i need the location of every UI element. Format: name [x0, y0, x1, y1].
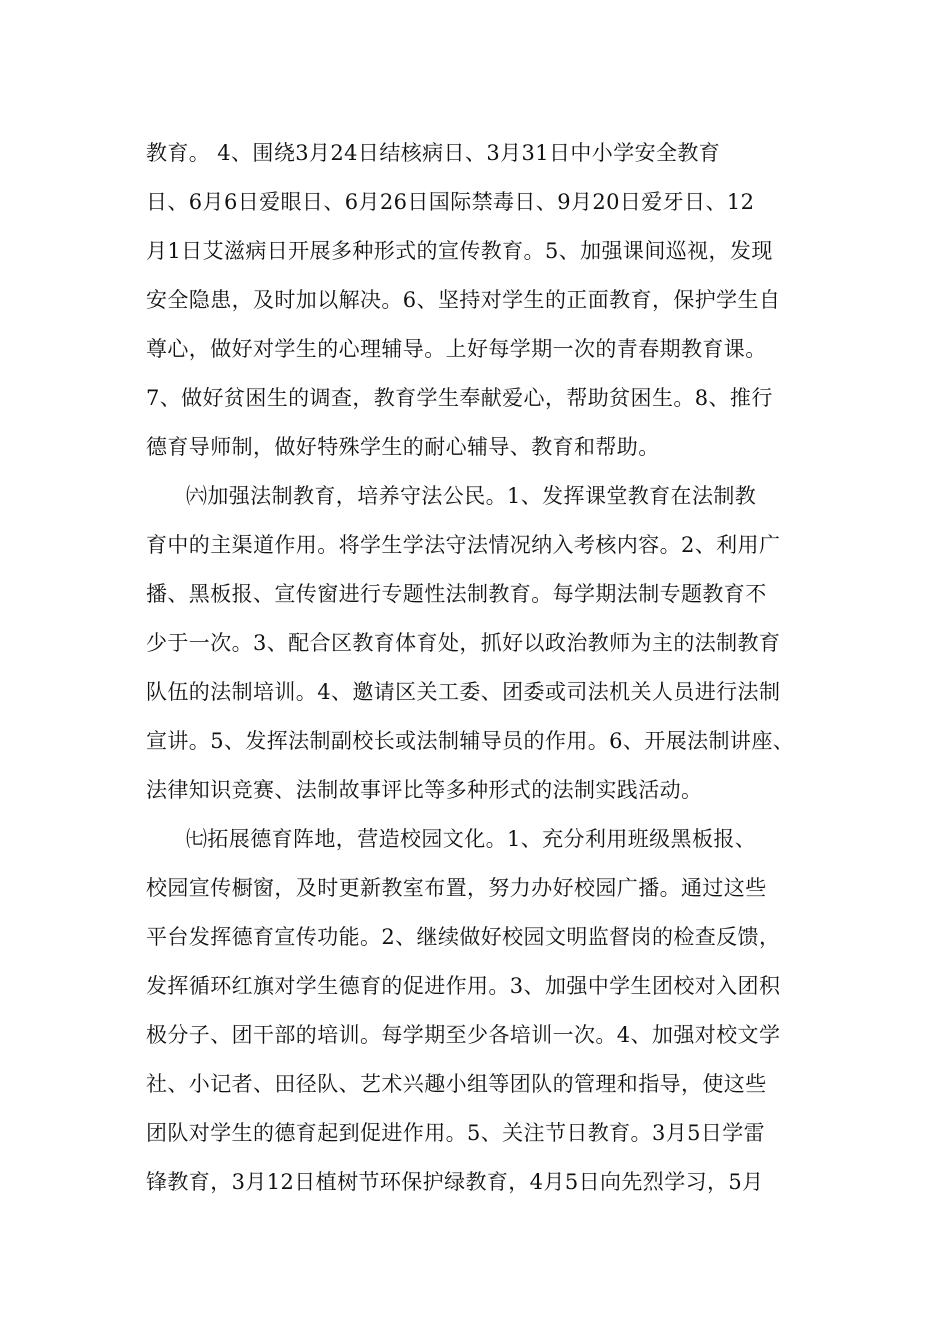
- text-line: 校园宣传橱窗，及时更新教室布置，努力办好校园广播。通过这些: [146, 876, 767, 900]
- text-line: 德育导师制，做好特殊学生的耐心辅导、教育和帮助。: [146, 435, 660, 459]
- text-line: 7、做好贫困生的调查，教育学生奉献爱心，帮助贫困生。8、推行: [146, 386, 773, 410]
- text-line: 发挥循环红旗对学生德育的促进作用。3、加强中学生团校对入团积: [146, 974, 781, 998]
- text-line: 播、黑板报、宣传窗进行专题性法制教育。每学期法制专题教育不: [146, 582, 767, 606]
- text-line: 宣讲。5、发挥法制副校长或法制辅导员的作用。6、开展法制讲座、: [146, 729, 795, 753]
- text-line: 尊心，做好对学生的心理辅导。上好每学期一次的青春期教育课。: [146, 337, 767, 361]
- text-line: 教育。 4、围绕3月24日结核病日、3月31日中小学安全教育: [146, 141, 721, 165]
- text-line: 少于一次。3、配合区教育体育处，抓好以政治教师为主的法制教育: [146, 631, 781, 655]
- text-line: 月1日艾滋病日开展多种形式的宣传教育。5、加强课间巡视，发现: [146, 239, 773, 263]
- text-line: 锋教育，3月12日植树节环保护绿教育，4月5日向先烈学习，5月: [146, 1170, 764, 1194]
- text-line: 团队对学生的德育起到促进作用。5、关注节日教育。3月5日学雷: [146, 1121, 766, 1145]
- paragraph-start-line: ㈦拓展德育阵地，营造校园文化。1、充分利用班级黑板报、: [186, 827, 757, 851]
- text-line: 极分子、团干部的培训。每学期至少各培训一次。4、加强对校文学: [146, 1023, 781, 1047]
- paragraph-start-line: ㈥加强法制教育，培养守法公民。1、发挥课堂教育在法制教: [186, 484, 757, 508]
- text-line: 安全隐患，及时加以解决。6、坚持对学生的正面教育，保护学生自: [146, 288, 781, 312]
- text-line: 队伍的法制培训。4、邀请区关工委、团委或司法机关人员进行法制: [146, 680, 781, 704]
- text-line: 日、6月6日爱眼日、6月26日国际禁毒日、9月20日爱牙日、12: [146, 190, 755, 214]
- text-line: 育中的主渠道作用。将学生学法守法情况纳入考核内容。2、利用广: [146, 533, 781, 557]
- text-line: 平台发挥德育宣传功能。2、继续做好校园文明监督岗的检查反馈，: [146, 925, 781, 949]
- text-line: 社、小记者、田径队、艺术兴趣小组等团队的管理和指导，使这些: [146, 1072, 767, 1096]
- text-line: 法律知识竞赛、法制故事评比等多种形式的法制实践活动。: [146, 778, 703, 802]
